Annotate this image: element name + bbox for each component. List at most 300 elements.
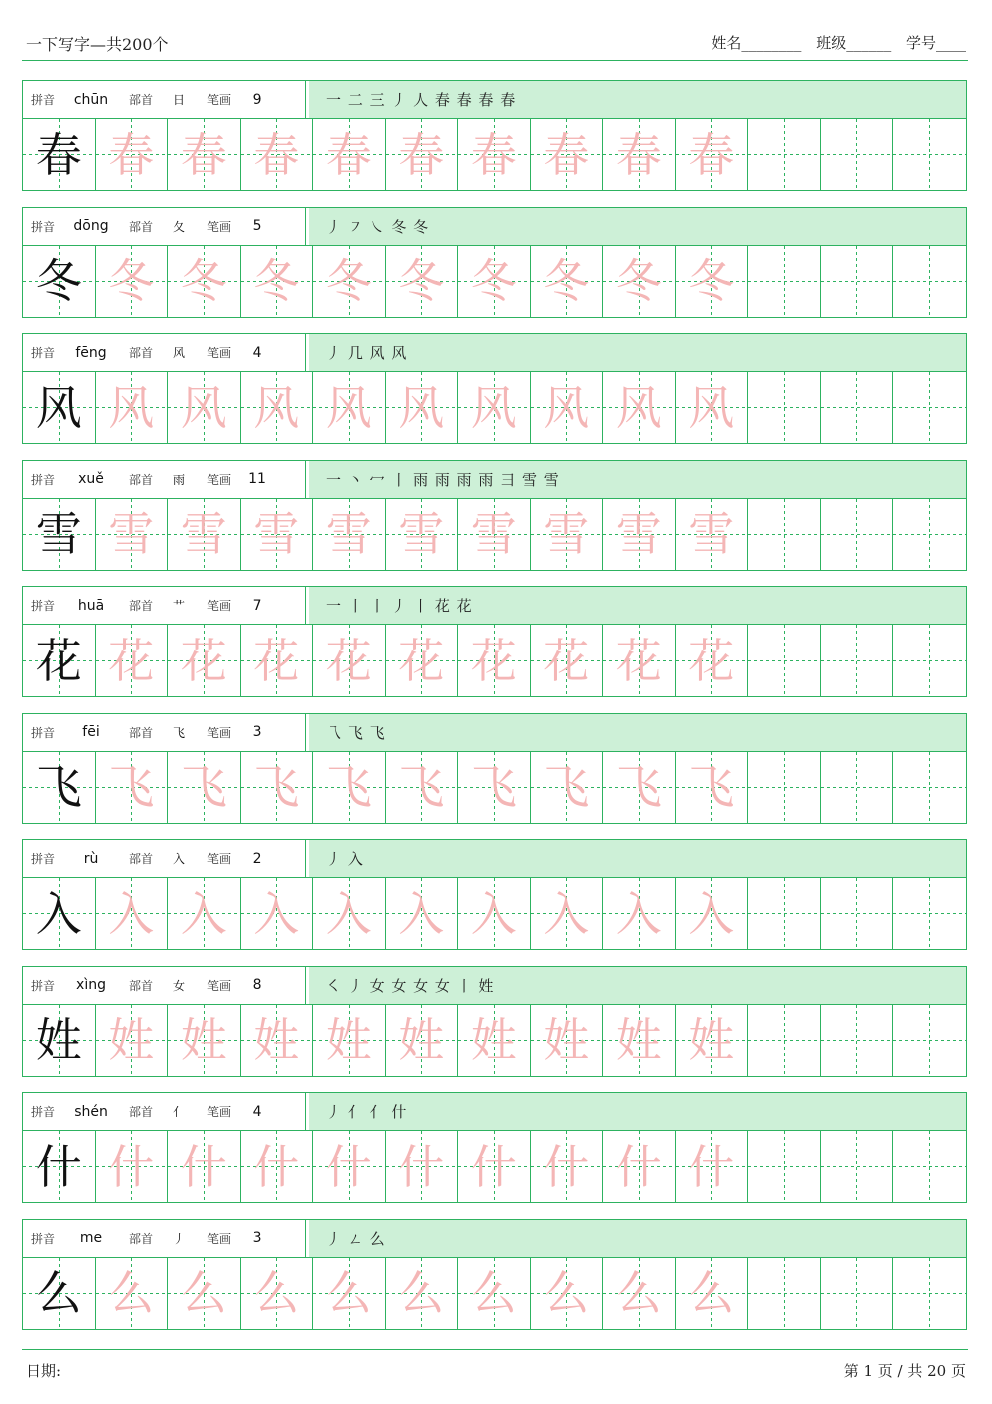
trace-character-cell [603, 752, 676, 823]
character-block [22, 1219, 967, 1330]
bushou-value: 丿 [159, 1226, 199, 1250]
pinyin-value: rù [61, 847, 121, 871]
trace-character-cell [676, 1005, 749, 1076]
empty-practice-cell[interactable] [748, 1005, 821, 1076]
bihua-label: 笔画 [207, 978, 232, 993]
pinyin-value: dōng [61, 214, 121, 238]
trace-character: 冬 [470, 254, 517, 308]
trace-character: 入 [470, 886, 517, 941]
trace-character: 什 [543, 1139, 590, 1194]
trace-character: 风 [688, 380, 735, 435]
model-character: 花 [35, 633, 82, 688]
trace-character: 入 [180, 886, 227, 941]
trace-character: 冬 [688, 254, 735, 308]
stroke-order: 丿 ㄥ 么 [305, 1220, 386, 1257]
trace-character: 飞 [253, 760, 300, 814]
character-info-bar [23, 967, 966, 1005]
trace-character-cell [458, 1005, 531, 1076]
trace-character: 春 [398, 127, 445, 182]
pinyin-label: 拼音 [31, 725, 56, 740]
trace-character-cell [531, 625, 604, 696]
trace-character-cell [458, 499, 531, 570]
pinyin-value: fēi [61, 720, 121, 744]
bihua-label: 笔画 [207, 346, 232, 360]
empty-practice-cell[interactable] [748, 499, 821, 570]
header-divider [22, 60, 968, 61]
trace-character: 么 [180, 1266, 227, 1320]
model-character: 么 [35, 1266, 82, 1320]
empty-practice-cell[interactable] [748, 246, 821, 317]
trace-character: 么 [398, 1266, 445, 1320]
character-block [22, 586, 967, 697]
trace-character-cell [313, 1258, 386, 1329]
empty-practice-cell[interactable] [748, 878, 821, 949]
empty-practice-cell[interactable] [821, 878, 894, 949]
trace-character-cell [676, 878, 749, 949]
empty-practice-cell[interactable] [893, 1131, 966, 1202]
empty-practice-cell[interactable] [893, 878, 966, 949]
trace-character-cell [603, 119, 676, 190]
bushou-label: 部首 [129, 978, 154, 993]
stroke-order: 一 丨 丨 丿 丨 花 花 [305, 587, 473, 624]
trace-character: 雪 [688, 507, 735, 561]
trace-character-cell [313, 625, 386, 696]
trace-character-cell [241, 1005, 314, 1076]
number-field[interactable]: 学号____ [905, 34, 966, 52]
empty-practice-cell[interactable] [748, 1131, 821, 1202]
trace-character: 什 [253, 1139, 300, 1194]
model-character: 冬 [35, 254, 82, 308]
trace-character-cell [168, 499, 241, 570]
trace-character-cell [458, 625, 531, 696]
trace-character: 雪 [108, 507, 155, 561]
pinyin-value: chūn [61, 88, 121, 112]
trace-character: 入 [398, 886, 445, 941]
model-character: 雪 [35, 507, 82, 561]
trace-character-cell [531, 1258, 604, 1329]
bushou-value: 夂 [159, 214, 199, 238]
trace-character-cell [96, 499, 169, 570]
writing-grid [23, 1131, 966, 1202]
character-block [22, 460, 967, 571]
model-character: 入 [35, 886, 82, 941]
trace-character-cell [458, 752, 531, 823]
trace-character-cell [386, 1131, 459, 1202]
trace-character: 么 [688, 1266, 735, 1320]
empty-practice-cell[interactable] [821, 119, 894, 190]
writing-grid [23, 246, 966, 317]
trace-character-cell [603, 1258, 676, 1329]
model-character-cell [23, 499, 96, 570]
bushou-value: 风 [159, 341, 199, 365]
trace-character: 飞 [470, 760, 517, 814]
trace-character: 入 [253, 886, 300, 941]
character-block [22, 333, 967, 444]
trace-character: 姓 [180, 1013, 227, 1067]
writing-grid [23, 1005, 966, 1076]
empty-practice-cell[interactable] [748, 372, 821, 443]
trace-character: 入 [325, 886, 372, 941]
trace-character: 入 [615, 886, 662, 941]
trace-character-cell [96, 246, 169, 317]
trace-character: 入 [108, 886, 155, 941]
trace-character-cell [458, 1258, 531, 1329]
student-info-fields [701, 32, 966, 53]
model-character-cell [23, 1005, 96, 1076]
empty-practice-cell[interactable] [821, 1258, 894, 1329]
character-info-bar [23, 461, 966, 499]
trace-character: 花 [470, 633, 517, 688]
bushou-label: 部首 [129, 93, 154, 107]
model-character: 姓 [35, 1013, 82, 1067]
trace-character: 姓 [470, 1013, 517, 1067]
empty-practice-cell[interactable] [821, 499, 894, 570]
trace-character-cell [313, 246, 386, 317]
bushou-label: 部首 [129, 346, 154, 360]
trace-character-cell [168, 625, 241, 696]
trace-character: 雪 [180, 507, 227, 561]
empty-practice-cell[interactable] [893, 625, 966, 696]
trace-character-cell [603, 625, 676, 696]
trace-character: 花 [253, 633, 300, 688]
trace-character-cell [531, 1005, 604, 1076]
trace-character: 春 [543, 127, 590, 182]
trace-character: 花 [688, 633, 735, 688]
trace-character-cell [531, 1131, 604, 1202]
trace-character-cell [313, 119, 386, 190]
model-character-cell [23, 372, 96, 443]
trace-character-cell [458, 878, 531, 949]
trace-character: 花 [398, 633, 445, 688]
trace-character-cell [241, 499, 314, 570]
trace-character-cell [96, 878, 169, 949]
model-character: 飞 [35, 760, 82, 814]
trace-character: 飞 [615, 760, 662, 814]
trace-character: 春 [180, 127, 227, 182]
model-character-cell [23, 1131, 96, 1202]
bushou-label: 部首 [129, 599, 154, 613]
writing-grid [23, 625, 966, 696]
trace-character: 雪 [325, 507, 372, 561]
page-title: 一下写字—共200个 [26, 35, 169, 54]
bushou-label: 部首 [129, 1231, 154, 1246]
trace-character-cell [96, 1258, 169, 1329]
trace-character-cell [386, 119, 459, 190]
trace-character: 冬 [180, 254, 227, 308]
trace-character-cell [386, 625, 459, 696]
pinyin-value: fēng [61, 341, 121, 365]
model-character-cell [23, 1258, 96, 1329]
empty-practice-cell[interactable] [893, 499, 966, 570]
trace-character: 风 [325, 380, 372, 435]
trace-character: 么 [470, 1266, 517, 1320]
trace-character-cell [386, 372, 459, 443]
empty-practice-cell[interactable] [821, 625, 894, 696]
trace-character-cell [676, 1258, 749, 1329]
practice-blocks [22, 80, 967, 1345]
trace-character: 姓 [325, 1013, 372, 1067]
trace-character-cell [603, 1005, 676, 1076]
trace-character-cell [168, 1005, 241, 1076]
name-field[interactable]: 姓名________ [711, 34, 802, 52]
model-character: 春 [35, 127, 82, 182]
model-character-cell [23, 119, 96, 190]
empty-practice-cell[interactable] [821, 1131, 894, 1202]
stroke-order: 一 丶 冖 丨 雨 雨 雨 雨 ⺕ 雪 雪 [305, 461, 560, 498]
trace-character-cell [241, 752, 314, 823]
stroke-order: 丿 ㇇ ㇏ 冬 冬 [305, 208, 429, 245]
empty-practice-cell[interactable] [893, 246, 966, 317]
character-block [22, 1092, 967, 1203]
character-info-bar [23, 208, 966, 246]
pinyin-label: 拼音 [31, 472, 56, 487]
trace-character-cell [603, 1131, 676, 1202]
character-block [22, 713, 967, 824]
model-character-cell [23, 878, 96, 949]
trace-character: 春 [253, 127, 300, 182]
bihua-label: 笔画 [207, 1231, 232, 1246]
trace-character-cell [676, 752, 749, 823]
trace-character: 冬 [108, 254, 155, 308]
trace-character-cell [386, 878, 459, 949]
empty-practice-cell[interactable] [893, 119, 966, 190]
empty-practice-cell[interactable] [893, 372, 966, 443]
trace-character: 春 [108, 127, 155, 182]
trace-character: 雪 [253, 507, 300, 561]
trace-character: 入 [688, 886, 735, 941]
trace-character: 春 [688, 127, 735, 182]
empty-practice-cell[interactable] [748, 752, 821, 823]
bushou-value: 日 [159, 88, 199, 112]
trace-character: 么 [108, 1266, 155, 1320]
bihua-value: 4 [237, 341, 277, 365]
trace-character-cell [313, 1131, 386, 1202]
trace-character-cell [531, 372, 604, 443]
trace-character: 么 [325, 1266, 372, 1320]
bihua-value: 3 [237, 1226, 277, 1250]
trace-character: 春 [470, 127, 517, 182]
bushou-value: 艹 [159, 594, 199, 618]
trace-character-cell [313, 878, 386, 949]
writing-grid [23, 1258, 966, 1329]
empty-practice-cell[interactable] [893, 1005, 966, 1076]
bushou-value: 入 [159, 847, 199, 871]
trace-character-cell [313, 372, 386, 443]
bushou-value: 女 [159, 973, 199, 997]
trace-character: 入 [543, 886, 590, 941]
trace-character-cell [676, 372, 749, 443]
trace-character-cell [531, 878, 604, 949]
stroke-order: 一 二 三 丿 人 春 春 春 春 [305, 81, 516, 118]
trace-character-cell [458, 372, 531, 443]
trace-character-cell [603, 246, 676, 317]
trace-character-cell [531, 119, 604, 190]
bihua-value: 8 [237, 973, 277, 997]
character-info-bar [23, 1220, 966, 1258]
trace-character-cell [168, 1258, 241, 1329]
bihua-label: 笔画 [207, 219, 232, 234]
bihua-value: 4 [237, 1100, 277, 1124]
empty-practice-cell[interactable] [893, 1258, 966, 1329]
bushou-label: 部首 [129, 725, 154, 740]
model-character: 什 [35, 1139, 82, 1194]
trace-character-cell [96, 1005, 169, 1076]
trace-character-cell [241, 1258, 314, 1329]
bushou-value: 雨 [159, 467, 199, 491]
trace-character-cell [531, 752, 604, 823]
trace-character: 花 [615, 633, 662, 688]
character-info-bar [23, 334, 966, 372]
trace-character: 花 [108, 633, 155, 688]
empty-practice-cell[interactable] [821, 372, 894, 443]
bihua-value: 2 [237, 847, 277, 871]
trace-character: 春 [325, 127, 372, 182]
empty-practice-cell[interactable] [748, 119, 821, 190]
pinyin-label: 拼音 [31, 1231, 56, 1246]
trace-character: 飞 [325, 760, 372, 814]
empty-practice-cell[interactable] [748, 625, 821, 696]
character-info-bar [23, 1093, 966, 1131]
pinyin-value: shén [61, 1100, 121, 1124]
model-character-cell [23, 752, 96, 823]
trace-character-cell [676, 625, 749, 696]
trace-character: 风 [253, 380, 300, 435]
trace-character: 冬 [325, 254, 372, 308]
trace-character: 冬 [253, 254, 300, 308]
trace-character: 姓 [615, 1013, 662, 1067]
bihua-value: 7 [237, 594, 277, 618]
trace-character: 冬 [543, 254, 590, 308]
trace-character: 飞 [543, 760, 590, 814]
trace-character: 风 [615, 380, 662, 435]
trace-character: 雪 [543, 507, 590, 561]
trace-character-cell [96, 752, 169, 823]
pinyin-value: xìng [61, 973, 121, 997]
trace-character-cell [96, 372, 169, 443]
stroke-order: ㇛ 丿 女 女 女 女 丨 姓 [305, 967, 494, 1004]
trace-character-cell [241, 372, 314, 443]
trace-character: 飞 [108, 760, 155, 814]
character-info-bar [23, 587, 966, 625]
trace-character: 么 [253, 1266, 300, 1320]
trace-character-cell [386, 1258, 459, 1329]
trace-character-cell [386, 499, 459, 570]
trace-character: 什 [398, 1139, 445, 1194]
stroke-order: 乁 飞 飞 [305, 714, 386, 751]
stroke-order: 丿 几 风 风 [305, 334, 407, 371]
model-character-cell [23, 625, 96, 696]
trace-character: 什 [470, 1139, 517, 1194]
bihua-label: 笔画 [207, 852, 232, 866]
trace-character-cell [386, 1005, 459, 1076]
pinyin-label: 拼音 [31, 978, 56, 993]
model-character-cell [23, 246, 96, 317]
trace-character: 风 [180, 380, 227, 435]
trace-character: 什 [180, 1139, 227, 1194]
trace-character-cell [458, 246, 531, 317]
trace-character-cell [313, 752, 386, 823]
trace-character: 风 [543, 380, 590, 435]
trace-character: 姓 [543, 1013, 590, 1067]
writing-grid [23, 878, 966, 949]
trace-character-cell [386, 246, 459, 317]
bihua-label: 笔画 [207, 472, 232, 487]
empty-practice-cell[interactable] [748, 1258, 821, 1329]
trace-character-cell [96, 119, 169, 190]
trace-character-cell [603, 499, 676, 570]
trace-character-cell [96, 1131, 169, 1202]
trace-character: 冬 [615, 254, 662, 308]
character-block [22, 207, 967, 318]
bushou-label: 部首 [129, 1105, 154, 1119]
pinyin-value: huā [61, 594, 121, 618]
trace-character-cell [168, 372, 241, 443]
trace-character: 姓 [108, 1013, 155, 1067]
trace-character: 什 [108, 1139, 155, 1194]
writing-grid [23, 752, 966, 823]
trace-character-cell [168, 878, 241, 949]
trace-character: 飞 [398, 760, 445, 814]
character-info-bar [23, 840, 966, 878]
trace-character: 姓 [253, 1013, 300, 1067]
character-block [22, 839, 967, 950]
trace-character-cell [313, 499, 386, 570]
trace-character: 么 [543, 1266, 590, 1320]
trace-character-cell [603, 372, 676, 443]
trace-character: 姓 [398, 1013, 445, 1067]
trace-character: 雪 [470, 507, 517, 561]
trace-character: 春 [615, 127, 662, 182]
trace-character-cell [676, 499, 749, 570]
trace-character-cell [241, 1131, 314, 1202]
empty-practice-cell[interactable] [893, 752, 966, 823]
empty-practice-cell[interactable] [821, 752, 894, 823]
bushou-label: 部首 [129, 219, 154, 234]
bihua-label: 笔画 [207, 1105, 232, 1119]
bihua-value: 11 [237, 467, 277, 491]
trace-character: 风 [398, 380, 445, 435]
bihua-label: 笔画 [207, 725, 232, 740]
empty-practice-cell[interactable] [821, 246, 894, 317]
trace-character: 花 [543, 633, 590, 688]
character-info-bar [23, 81, 966, 119]
trace-character-cell [168, 119, 241, 190]
trace-character: 么 [615, 1266, 662, 1320]
trace-character: 花 [325, 633, 372, 688]
pinyin-value: me [61, 1226, 121, 1250]
empty-practice-cell[interactable] [821, 1005, 894, 1076]
trace-character-cell [313, 1005, 386, 1076]
page-indicator: 第 1 页 / 共 20 页 [843, 1362, 966, 1380]
trace-character: 风 [470, 380, 517, 435]
writing-grid [23, 372, 966, 443]
pinyin-label: 拼音 [31, 599, 56, 613]
writing-grid [23, 119, 966, 190]
bihua-label: 笔画 [207, 93, 232, 107]
trace-character-cell [386, 752, 459, 823]
trace-character: 花 [180, 633, 227, 688]
pinyin-label: 拼音 [31, 93, 56, 107]
bihua-value: 3 [237, 720, 277, 744]
trace-character-cell [241, 246, 314, 317]
trace-character-cell [676, 1131, 749, 1202]
class-field[interactable]: 班级______ [816, 34, 892, 52]
trace-character-cell [531, 499, 604, 570]
trace-character: 姓 [688, 1013, 735, 1067]
trace-character-cell [458, 1131, 531, 1202]
trace-character-cell [241, 878, 314, 949]
trace-character: 雪 [398, 507, 445, 561]
